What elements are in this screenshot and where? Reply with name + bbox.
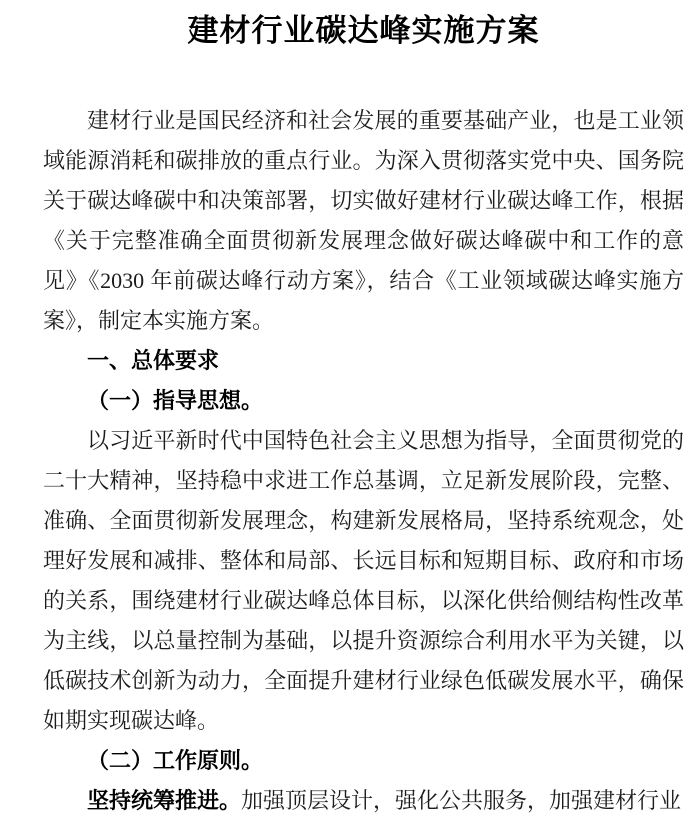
guiding-thought-paragraph: 以习近平新时代中国特色社会主义思想为指导，全面贯彻党的二十大精神，坚持稳中求进工作总基调，立足新发展阶段，完整、准确、全面贯彻新发展理念，构建新发展格局，坚持系统观念，处理好发展和减排、整体和局部、长远目标和短期目标、政府和市场的关系，围绕建材行业碳达峰总体目标，以深化供给侧结构性改革为主线，以总量控制为基础，以提升资源综合利用水平为关键，以低碳技术创新为动力，全面提升建材行业绿色低碳发展水平，确保如期实现碳达峰。 bbox=[43, 428, 684, 733]
subsection-1-2-heading: （二）工作原则。 bbox=[87, 748, 264, 773]
document-title: 建材行业碳达峰实施方案 bbox=[187, 13, 540, 48]
subsection-1-1-heading: （一）指导思想。 bbox=[87, 388, 264, 413]
work-principles-text: 加强顶层设计，强化公共服务，加强建材行业 bbox=[241, 788, 682, 813]
section-1-heading: 一、总体要求 bbox=[87, 348, 220, 373]
work-principles-paragraph bbox=[43, 781, 684, 821]
work-principles-lead: 坚持统筹推进。 bbox=[87, 788, 242, 813]
intro-paragraph: 建材行业是国民经济和社会发展的重要基础产业，也是工业领域能源消耗和碳排放的重点行业。为深入贯彻落实党中央、国务院关于碳达峰碳中和决策部署，切实做好建材行业碳达峰工作，根据《关于完整准确全面贯彻新发展理念做好碳达峰碳中和工作的意见》《2030 年前碳达峰行动方案》，结合《工业领域碳达峰实施方案》，制定本实施方案。 bbox=[43, 108, 684, 333]
